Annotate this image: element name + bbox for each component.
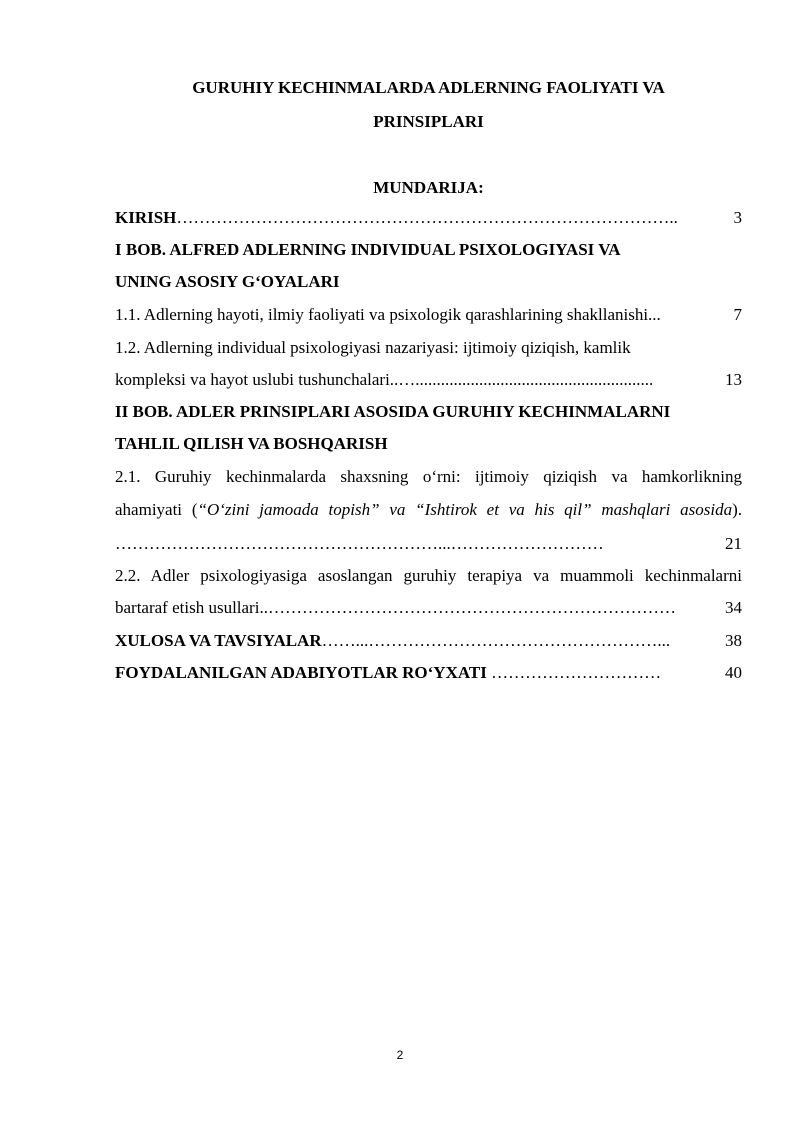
toc-2-2-page: 34 — [723, 595, 742, 621]
toc-adabiyotlar-dots: ………………………… — [486, 663, 662, 682]
toc-entry-xulosa[interactable] — [115, 628, 742, 654]
toc-adabiyotlar-label: FOYDALANILGAN ADABIYOTLAR RO‘YXATI — [115, 663, 487, 682]
toc-xulosa-label: XULOSA VA TAVSIYALAR — [115, 631, 322, 650]
toc-chapter-1-line-2[interactable]: UNING ASOSIY G‘OYALARI — [115, 272, 340, 291]
toc-entry-adabiyotlar[interactable] — [115, 660, 742, 686]
toc-1-2-page: 13 — [721, 367, 742, 393]
toc-2-1-page: 21 — [725, 534, 742, 553]
document-title-line-2: PRINSIPLARI — [373, 112, 484, 131]
toc-xulosa-page: 38 — [723, 628, 742, 654]
toc-2-1-text-italic: “O‘zini jamoada topish” va “Ishtirok et va his qil” mashqlari asosida — [197, 500, 733, 519]
toc-entry-1-2-line-1[interactable]: 1.2. Adlerning individual psixologiyasi nazariyasi: ijtimoiy qiziqish, kamlik — [115, 338, 631, 357]
toc-1-2-text: kompleksi va hayot uslubi tushunchalari..…........................................................ — [115, 370, 654, 389]
toc-entry-1-1[interactable] — [115, 302, 742, 328]
toc-chapter-1-line-1[interactable]: I BOB. ALFRED ADLERNING INDIVIDUAL PSIXOLOGIYASI VA — [115, 240, 621, 259]
toc-entry-1-2-line-2[interactable] — [115, 367, 742, 393]
toc-entry-kirish[interactable] — [115, 205, 742, 231]
toc-2-1-text-pre: ahamiyati ( — [115, 500, 198, 519]
toc-entry-2-2-line-2[interactable] — [115, 595, 742, 621]
toc-entry-2-2-line-1[interactable]: 2.2. Adler psixologiyasiga asoslangan guruhiy terapiya va muammoli kechinmalarni — [115, 566, 742, 585]
toc-xulosa-dots: ……...……………………………………………... — [321, 631, 671, 650]
toc-kirish-label: KIRISH — [115, 208, 177, 227]
toc-kirish-dots: …………………………………………………………………………….. — [176, 208, 678, 227]
toc-kirish-page: 3 — [734, 205, 743, 231]
toc-entry-2-1-line-2[interactable] — [115, 497, 742, 523]
toc-2-2-text: bartaraf etish usullari..……………………………………………………………… — [115, 598, 676, 617]
toc-1-1-page: 7 — [730, 302, 743, 328]
document-title-line-1: GURUHIY KECHINMALARDA ADLERNING FAOLIYATI VA — [192, 78, 665, 97]
page-number: 2 — [396, 1048, 404, 1062]
toc-chapter-2-line-2[interactable]: TAHLIL QILISH VA BOSHQARISH — [115, 434, 388, 453]
toc-2-1-dots: …………………………………………………...……………………… — [115, 534, 604, 553]
toc-2-1-text-post: ). — [732, 500, 742, 519]
toc-entry-2-1-line-1[interactable]: 2.1. Guruhiy kechinmalarda shaxsning o‘rni: ijtimoiy qiziqish va hamkorlikning — [115, 467, 742, 486]
toc-entry-2-1-line-3[interactable] — [115, 531, 742, 557]
contents-heading: MUNDARIJA: — [373, 178, 484, 197]
toc-adabiyotlar-page: 40 — [723, 660, 742, 686]
toc-chapter-2-line-1[interactable]: II BOB. ADLER PRINSIPLARI ASOSIDA GURUHIY KECHINMALARNI — [115, 402, 671, 421]
toc-1-1-text: 1.1. Adlerning hayoti, ilmiy faoliyati va psixologik qarashlarining shakllanishi... — [115, 305, 661, 324]
